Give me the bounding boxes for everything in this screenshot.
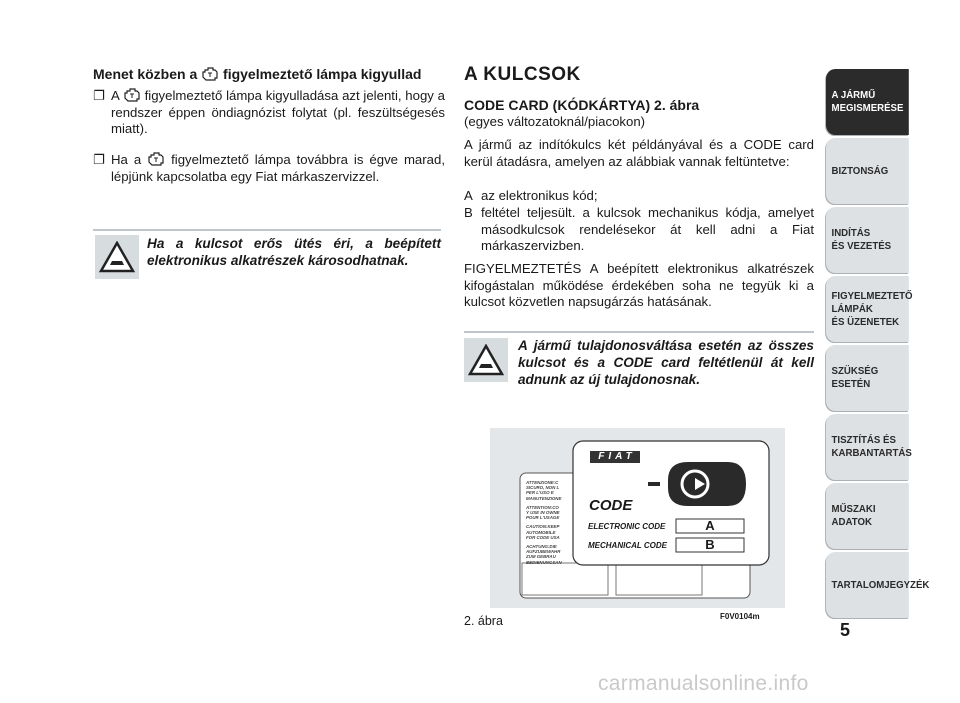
engine-warning-icon xyxy=(123,88,141,102)
list-item: B feltétel teljesült. a kulcsok mechanikus kódja, amelyet másodkulcsok rendelésekor át kell adni a Fiat márkaszervizben. xyxy=(464,205,814,254)
card-fine-print: ATTENZIONE:C SICURO, NON L PER L'USO E MANUTENZIONE ATTENTION:CO Y USE IN OWNE POUR L'USAGE CAUTION:KEEP AUTOMOBILE FOR CODE USA ACHTUNG:DIE AUFZUBEWAHR ZUM GEBRAU BEDIENUNGSAN xyxy=(526,480,562,565)
checkbox-bullet-icon: ❐ xyxy=(93,88,105,103)
section-title: A KULCSOK xyxy=(464,64,581,85)
notice-paragraph: FIGYELMEZTETÉS A beépített elektronikus alkatrészek kifogástalan működése érdekében soha ne tegyük ki a kulcsot közvetlen napsugárzás hatásának. xyxy=(464,261,814,310)
list-item: A az elektronikus kód; xyxy=(464,188,598,203)
page-number: 5 xyxy=(840,620,851,640)
list-item: ❐ A figyelmeztető lámpa kigyulladása azt jelenti, hogy a rendszer éppen öndiagnózist folytat (pl. feszültségesés miatt). xyxy=(93,88,445,137)
tab-technical-data[interactable]: MŰSZAKI ADATOK xyxy=(826,483,909,549)
subtitle: CODE CARD (KÓDKÁRTYA) 2. ábra xyxy=(464,97,700,113)
mechanical-code-label: MECHANICAL CODE xyxy=(588,541,667,550)
engine-warning-icon xyxy=(147,152,165,166)
right-warning-text: A jármű tulajdonosváltása esetén az összes kulcsot és a CODE card feltétlenül át kell adnunk az új tulajdonosnak. xyxy=(518,338,814,387)
left-heading xyxy=(93,66,421,82)
tab-vehicle-overview[interactable]: A JÁRMŰ MEGISMERÉSE xyxy=(826,69,909,135)
intro-paragraph: A jármű az indítókulcs két példányával és a CODE card kerül átadásra, amelyen az alábbiak vannak feltüntetve: xyxy=(464,137,814,169)
tab-starting-driving[interactable]: INDÍTÁS ÉS VEZETÉS xyxy=(826,207,909,273)
subtitle-note: (egyes változatoknál/piacokon) xyxy=(464,114,646,129)
electronic-code-value: A xyxy=(705,518,715,533)
electronic-code-label: ELECTRONIC CODE xyxy=(588,522,666,531)
tab-safety[interactable]: BIZTONSÁG xyxy=(826,138,909,204)
tab-index[interactable]: TARTALOMJEGYZÉK xyxy=(826,552,909,618)
watermark: carmanualsonline.info xyxy=(598,672,809,695)
tab-warning-lights[interactable]: FIGYELMEZTETŐ LÁMPÁK ÉS ÜZENETEK xyxy=(826,276,909,342)
figure-code: F0V0104m xyxy=(720,612,760,621)
code-card-figure xyxy=(490,428,785,608)
checkbox-bullet-icon: ❐ xyxy=(93,152,105,167)
engine-warning-icon xyxy=(201,67,219,81)
fiat-logo: FIAT xyxy=(598,451,636,462)
left-warning-text: Ha a kulcsot erős ütés éri, a beépített elektronikus alkatrészek károsodhatnak. xyxy=(147,236,441,268)
figure-caption: 2. ábra xyxy=(464,614,503,628)
warning-triangle-icon xyxy=(464,338,508,382)
divider xyxy=(464,331,814,333)
left-heading-post: figyelmeztető lámpa kigyullad xyxy=(223,66,422,82)
warning-triangle-icon xyxy=(95,235,139,279)
tab-emergency[interactable]: SZÜKSÉG ESETÉN xyxy=(826,345,909,411)
code-title: CODE xyxy=(589,497,633,514)
mechanical-code-value: B xyxy=(705,537,715,552)
list-item: ❐ Ha a figyelmeztető lámpa továbbra is égve marad, lépjünk kapcsolatba egy Fiat márkaszervizzel. xyxy=(93,152,445,184)
tab-maintenance[interactable]: TISZTÍTÁS ÉS KARBANTARTÁS xyxy=(826,414,909,480)
divider xyxy=(93,229,441,231)
left-heading-pre: Menet közben a xyxy=(93,66,198,82)
